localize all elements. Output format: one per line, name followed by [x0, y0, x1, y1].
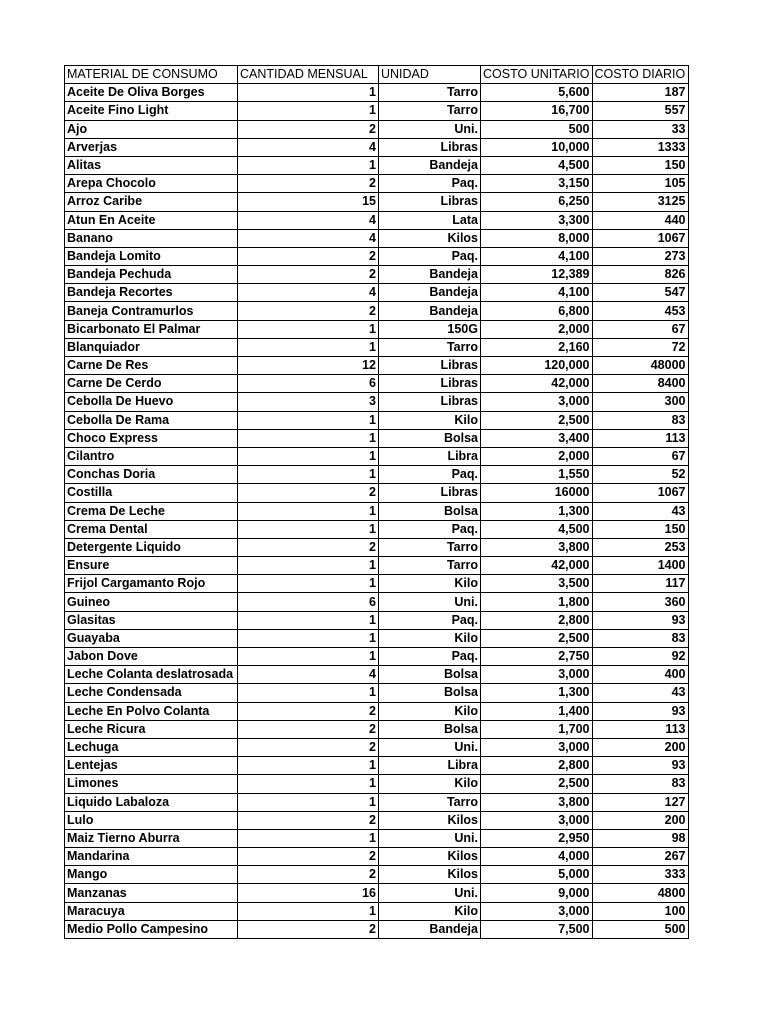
- cell-costo-diario: 117: [592, 575, 688, 593]
- cell-unidad: Kilos: [379, 866, 481, 884]
- table-row: [65, 575, 689, 593]
- cell-costo-diario: 360: [592, 593, 688, 611]
- cell-material: Guineo: [65, 593, 238, 611]
- cell-costo-diario: 273: [592, 247, 688, 265]
- cell-unidad: Paq.: [379, 611, 481, 629]
- cell-cantidad: 1: [238, 684, 379, 702]
- table-row: [65, 120, 689, 138]
- cell-cantidad: 4: [238, 211, 379, 229]
- table-row: [65, 848, 689, 866]
- cell-material: Ensure: [65, 557, 238, 575]
- cell-cantidad: 1: [238, 84, 379, 102]
- cell-costo-diario: 83: [592, 411, 688, 429]
- cell-costo-unitario: 4,100: [481, 284, 593, 302]
- cell-cantidad: 1: [238, 447, 379, 465]
- table-row: [65, 648, 689, 666]
- cell-costo-diario: 100: [592, 902, 688, 920]
- cell-material: Manzanas: [65, 884, 238, 902]
- cell-costo-unitario: 1,700: [481, 720, 593, 738]
- cell-costo-unitario: 4,500: [481, 520, 593, 538]
- cell-unidad: Bolsa: [379, 666, 481, 684]
- cell-costo-diario: 43: [592, 502, 688, 520]
- cell-unidad: Libra: [379, 447, 481, 465]
- cell-cantidad: 1: [238, 338, 379, 356]
- table-row: [65, 138, 689, 156]
- cell-cantidad: 4: [238, 666, 379, 684]
- cell-costo-unitario: 2,000: [481, 447, 593, 465]
- table-row: [65, 156, 689, 174]
- cell-costo-diario: 150: [592, 520, 688, 538]
- cell-unidad: Tarro: [379, 538, 481, 556]
- cell-costo-unitario: 3,800: [481, 793, 593, 811]
- cell-unidad: Kilos: [379, 848, 481, 866]
- cell-costo-diario: 8400: [592, 375, 688, 393]
- cell-costo-unitario: 1,300: [481, 684, 593, 702]
- cell-costo-diario: 105: [592, 175, 688, 193]
- cell-cantidad: 2: [238, 720, 379, 738]
- cell-costo-unitario: 3,400: [481, 429, 593, 447]
- cell-costo-diario: 83: [592, 629, 688, 647]
- table-row: [65, 320, 689, 338]
- cell-cantidad: 2: [238, 811, 379, 829]
- cell-material: Bandeja Lomito: [65, 247, 238, 265]
- cell-material: Bandeja Pechuda: [65, 266, 238, 284]
- cell-unidad: Libras: [379, 138, 481, 156]
- cell-material: Limones: [65, 775, 238, 793]
- cell-cantidad: 1: [238, 320, 379, 338]
- cell-material: Banano: [65, 229, 238, 247]
- cell-unidad: Paq.: [379, 247, 481, 265]
- table-row: [65, 775, 689, 793]
- cell-costo-unitario: 4,000: [481, 848, 593, 866]
- cell-material: Conchas Doria: [65, 466, 238, 484]
- cell-costo-diario: 1333: [592, 138, 688, 156]
- cell-costo-unitario: 500: [481, 120, 593, 138]
- cell-unidad: Bolsa: [379, 684, 481, 702]
- table-row: [65, 902, 689, 920]
- table-row: [65, 284, 689, 302]
- cell-material: Lulo: [65, 811, 238, 829]
- cell-cantidad: 1: [238, 411, 379, 429]
- table-row: [65, 211, 689, 229]
- cell-unidad: Uni.: [379, 593, 481, 611]
- cell-unidad: Tarro: [379, 557, 481, 575]
- cell-unidad: Bandeja: [379, 156, 481, 174]
- cell-material: Liquido Labaloza: [65, 793, 238, 811]
- consumables-table: [64, 65, 689, 939]
- cell-costo-diario: 43: [592, 684, 688, 702]
- cell-material: Aceite Fino Light: [65, 102, 238, 120]
- cell-cantidad: 1: [238, 793, 379, 811]
- cell-costo-diario: 1400: [592, 557, 688, 575]
- cell-cantidad: 1: [238, 757, 379, 775]
- cell-costo-diario: 3125: [592, 193, 688, 211]
- cell-costo-unitario: 8,000: [481, 229, 593, 247]
- cell-costo-diario: 200: [592, 738, 688, 756]
- cell-costo-unitario: 16,700: [481, 102, 593, 120]
- cell-material: Crema De Leche: [65, 502, 238, 520]
- cell-material: Ajo: [65, 120, 238, 138]
- cell-costo-unitario: 6,800: [481, 302, 593, 320]
- cell-material: Leche Colanta deslatrosada: [65, 666, 238, 684]
- cell-costo-unitario: 3,150: [481, 175, 593, 193]
- cell-material: Leche En Polvo Colanta: [65, 702, 238, 720]
- cell-cantidad: 2: [238, 120, 379, 138]
- table-row: [65, 229, 689, 247]
- table-row: [65, 520, 689, 538]
- cell-cantidad: 2: [238, 738, 379, 756]
- cell-cantidad: 1: [238, 520, 379, 538]
- table-row: [65, 302, 689, 320]
- cell-material: Costilla: [65, 484, 238, 502]
- table-row: [65, 811, 689, 829]
- cell-costo-diario: 440: [592, 211, 688, 229]
- cell-cantidad: 1: [238, 902, 379, 920]
- cell-costo-diario: 500: [592, 920, 688, 938]
- table-row: [65, 338, 689, 356]
- cell-costo-unitario: 2,500: [481, 411, 593, 429]
- table-row: [65, 411, 689, 429]
- cell-unidad: Kilo: [379, 575, 481, 593]
- cell-material: Crema Dental: [65, 520, 238, 538]
- cell-unidad: Bolsa: [379, 429, 481, 447]
- cell-unidad: Tarro: [379, 102, 481, 120]
- cell-cantidad: 2: [238, 920, 379, 938]
- cell-unidad: Tarro: [379, 338, 481, 356]
- cell-costo-diario: 98: [592, 829, 688, 847]
- table-row: [65, 84, 689, 102]
- cell-costo-diario: 267: [592, 848, 688, 866]
- table-row: [65, 720, 689, 738]
- cell-costo-diario: 453: [592, 302, 688, 320]
- cell-unidad: Kilo: [379, 775, 481, 793]
- table-row: [65, 702, 689, 720]
- cell-cantidad: 1: [238, 829, 379, 847]
- cell-cantidad: 12: [238, 357, 379, 375]
- cell-unidad: Paq.: [379, 175, 481, 193]
- cell-costo-diario: 400: [592, 666, 688, 684]
- cell-costo-unitario: 2,500: [481, 629, 593, 647]
- cell-material: Cilantro: [65, 447, 238, 465]
- cell-costo-unitario: 9,000: [481, 884, 593, 902]
- table-row: [65, 593, 689, 611]
- header-unidad: UNIDAD: [379, 66, 481, 84]
- cell-unidad: Kilo: [379, 702, 481, 720]
- cell-cantidad: 2: [238, 702, 379, 720]
- cell-cantidad: 1: [238, 611, 379, 629]
- table-row: [65, 666, 689, 684]
- cell-costo-diario: 150: [592, 156, 688, 174]
- cell-cantidad: 15: [238, 193, 379, 211]
- cell-costo-diario: 93: [592, 611, 688, 629]
- cell-costo-unitario: 5,000: [481, 866, 593, 884]
- cell-unidad: Paq.: [379, 520, 481, 538]
- cell-costo-unitario: 4,500: [481, 156, 593, 174]
- cell-costo-unitario: 12,389: [481, 266, 593, 284]
- cell-costo-unitario: 7,500: [481, 920, 593, 938]
- cell-material: Detergente Liquido: [65, 538, 238, 556]
- cell-costo-unitario: 1,400: [481, 702, 593, 720]
- table-row: [65, 866, 689, 884]
- cell-unidad: Uni.: [379, 120, 481, 138]
- cell-cantidad: 1: [238, 557, 379, 575]
- header-row: [65, 66, 689, 84]
- cell-unidad: Libras: [379, 393, 481, 411]
- cell-cantidad: 2: [238, 484, 379, 502]
- cell-cantidad: 2: [238, 848, 379, 866]
- table-row: [65, 393, 689, 411]
- cell-cantidad: 2: [238, 266, 379, 284]
- cell-material: Carne De Cerdo: [65, 375, 238, 393]
- cell-costo-unitario: 3,000: [481, 738, 593, 756]
- cell-costo-unitario: 2,800: [481, 757, 593, 775]
- cell-unidad: Bandeja: [379, 920, 481, 938]
- cell-costo-unitario: 4,100: [481, 247, 593, 265]
- cell-costo-diario: 826: [592, 266, 688, 284]
- cell-cantidad: 3: [238, 393, 379, 411]
- cell-unidad: Kilo: [379, 902, 481, 920]
- cell-unidad: Bolsa: [379, 720, 481, 738]
- cell-costo-diario: 127: [592, 793, 688, 811]
- cell-cantidad: 2: [238, 247, 379, 265]
- cell-unidad: Uni.: [379, 829, 481, 847]
- cell-material: Mango: [65, 866, 238, 884]
- cell-unidad: Libras: [379, 357, 481, 375]
- cell-cantidad: 4: [238, 284, 379, 302]
- cell-cantidad: 6: [238, 375, 379, 393]
- cell-unidad: Bandeja: [379, 302, 481, 320]
- cell-costo-unitario: 2,000: [481, 320, 593, 338]
- cell-costo-diario: 4800: [592, 884, 688, 902]
- cell-unidad: Uni.: [379, 738, 481, 756]
- cell-costo-diario: 67: [592, 447, 688, 465]
- cell-costo-unitario: 3,000: [481, 902, 593, 920]
- cell-costo-unitario: 2,500: [481, 775, 593, 793]
- cell-costo-unitario: 5,600: [481, 84, 593, 102]
- cell-unidad: Kilo: [379, 411, 481, 429]
- cell-cantidad: 2: [238, 302, 379, 320]
- cell-material: Atun En Aceite: [65, 211, 238, 229]
- cell-cantidad: 1: [238, 648, 379, 666]
- cell-unidad: Paq.: [379, 648, 481, 666]
- table-row: [65, 102, 689, 120]
- cell-material: Jabon Dove: [65, 648, 238, 666]
- header-material: MATERIAL DE CONSUMO: [65, 66, 238, 84]
- cell-costo-unitario: 2,800: [481, 611, 593, 629]
- table-row: [65, 375, 689, 393]
- cell-costo-unitario: 3,800: [481, 538, 593, 556]
- cell-costo-unitario: 2,160: [481, 338, 593, 356]
- cell-material: Arepa Chocolo: [65, 175, 238, 193]
- table-row: [65, 611, 689, 629]
- cell-material: Frijol Cargamanto Rojo: [65, 575, 238, 593]
- table-row: [65, 629, 689, 647]
- table-row: [65, 447, 689, 465]
- cell-material: Carne De Res: [65, 357, 238, 375]
- cell-unidad: Lata: [379, 211, 481, 229]
- cell-unidad: Libra: [379, 757, 481, 775]
- table-row: [65, 175, 689, 193]
- cell-unidad: 150G: [379, 320, 481, 338]
- cell-costo-diario: 72: [592, 338, 688, 356]
- header-costo-unitario: COSTO UNITARIO: [481, 66, 593, 84]
- cell-costo-diario: 1067: [592, 229, 688, 247]
- cell-costo-diario: 83: [592, 775, 688, 793]
- cell-cantidad: 2: [238, 538, 379, 556]
- table-row: [65, 247, 689, 265]
- cell-costo-unitario: 42,000: [481, 557, 593, 575]
- cell-unidad: Bolsa: [379, 502, 481, 520]
- cell-cantidad: 2: [238, 175, 379, 193]
- cell-cantidad: 1: [238, 775, 379, 793]
- cell-material: Medio Pollo Campesino: [65, 920, 238, 938]
- cell-cantidad: 2: [238, 866, 379, 884]
- cell-unidad: Libras: [379, 193, 481, 211]
- cell-unidad: Paq.: [379, 466, 481, 484]
- cell-unidad: Uni.: [379, 884, 481, 902]
- cell-costo-unitario: 3,500: [481, 575, 593, 593]
- cell-material: Leche Ricura: [65, 720, 238, 738]
- cell-unidad: Kilos: [379, 811, 481, 829]
- table-row: [65, 484, 689, 502]
- cell-cantidad: 4: [238, 229, 379, 247]
- table-row: [65, 793, 689, 811]
- table-row: [65, 829, 689, 847]
- cell-cantidad: 1: [238, 156, 379, 174]
- cell-material: Cebolla De Huevo: [65, 393, 238, 411]
- cell-unidad: Libras: [379, 375, 481, 393]
- table-row: [65, 738, 689, 756]
- cell-costo-unitario: 2,750: [481, 648, 593, 666]
- cell-costo-unitario: 10,000: [481, 138, 593, 156]
- cell-unidad: Kilo: [379, 629, 481, 647]
- cell-costo-unitario: 2,950: [481, 829, 593, 847]
- cell-cantidad: 1: [238, 502, 379, 520]
- cell-costo-diario: 52: [592, 466, 688, 484]
- cell-cantidad: 4: [238, 138, 379, 156]
- cell-material: Arroz Caribe: [65, 193, 238, 211]
- cell-cantidad: 6: [238, 593, 379, 611]
- table-row: [65, 466, 689, 484]
- table-row: [65, 884, 689, 902]
- cell-costo-unitario: 120,000: [481, 357, 593, 375]
- cell-costo-diario: 33: [592, 120, 688, 138]
- cell-cantidad: 1: [238, 466, 379, 484]
- cell-costo-diario: 253: [592, 538, 688, 556]
- cell-material: Bandeja Recortes: [65, 284, 238, 302]
- cell-costo-unitario: 3,000: [481, 393, 593, 411]
- cell-material: Cebolla De Rama: [65, 411, 238, 429]
- table-header: [65, 66, 689, 84]
- cell-costo-diario: 300: [592, 393, 688, 411]
- table-row: [65, 357, 689, 375]
- cell-costo-unitario: 1,550: [481, 466, 593, 484]
- cell-costo-diario: 333: [592, 866, 688, 884]
- cell-material: Leche Condensada: [65, 684, 238, 702]
- cell-costo-diario: 547: [592, 284, 688, 302]
- cell-costo-unitario: 3,000: [481, 811, 593, 829]
- cell-material: Lentejas: [65, 757, 238, 775]
- table-row: [65, 502, 689, 520]
- cell-costo-diario: 92: [592, 648, 688, 666]
- cell-costo-diario: 557: [592, 102, 688, 120]
- cell-costo-unitario: 1,300: [481, 502, 593, 520]
- cell-costo-unitario: 6,250: [481, 193, 593, 211]
- cell-costo-unitario: 16000: [481, 484, 593, 502]
- table-row: [65, 429, 689, 447]
- table-row: [65, 266, 689, 284]
- cell-costo-diario: 93: [592, 757, 688, 775]
- cell-costo-unitario: 42,000: [481, 375, 593, 393]
- cell-costo-diario: 113: [592, 720, 688, 738]
- cell-cantidad: 1: [238, 429, 379, 447]
- cell-material: Baneja Contramurlos: [65, 302, 238, 320]
- cell-unidad: Tarro: [379, 84, 481, 102]
- cell-material: Maiz Tierno Aburra: [65, 829, 238, 847]
- cell-costo-diario: 1067: [592, 484, 688, 502]
- cell-costo-diario: 113: [592, 429, 688, 447]
- cell-material: Alitas: [65, 156, 238, 174]
- header-costo-diario: COSTO DIARIO: [592, 66, 688, 84]
- cell-material: Mandarina: [65, 848, 238, 866]
- cell-costo-diario: 200: [592, 811, 688, 829]
- cell-material: Arverjas: [65, 138, 238, 156]
- cell-material: Lechuga: [65, 738, 238, 756]
- table-row: [65, 538, 689, 556]
- cell-costo-diario: 93: [592, 702, 688, 720]
- cell-unidad: Bandeja: [379, 284, 481, 302]
- cell-costo-diario: 187: [592, 84, 688, 102]
- cell-unidad: Tarro: [379, 793, 481, 811]
- cell-unidad: Bandeja: [379, 266, 481, 284]
- table-body: [65, 84, 689, 939]
- cell-cantidad: 1: [238, 629, 379, 647]
- cell-costo-diario: 67: [592, 320, 688, 338]
- header-cantidad: CANTIDAD MENSUAL: [238, 66, 379, 84]
- cell-unidad: Libras: [379, 484, 481, 502]
- cell-costo-diario: 48000: [592, 357, 688, 375]
- cell-costo-unitario: 1,800: [481, 593, 593, 611]
- cell-unidad: Kilos: [379, 229, 481, 247]
- cell-material: Guayaba: [65, 629, 238, 647]
- cell-costo-unitario: 3,000: [481, 666, 593, 684]
- cell-material: Aceite De Oliva Borges: [65, 84, 238, 102]
- table-row: [65, 557, 689, 575]
- cell-material: Blanquiador: [65, 338, 238, 356]
- cell-material: Choco Express: [65, 429, 238, 447]
- table-row: [65, 920, 689, 938]
- table-row: [65, 684, 689, 702]
- cell-material: Maracuya: [65, 902, 238, 920]
- cell-cantidad: 1: [238, 102, 379, 120]
- cell-material: Bicarbonato El Palmar: [65, 320, 238, 338]
- cell-material: Glasitas: [65, 611, 238, 629]
- cell-cantidad: 1: [238, 575, 379, 593]
- table-row: [65, 193, 689, 211]
- cell-costo-unitario: 3,300: [481, 211, 593, 229]
- table-row: [65, 757, 689, 775]
- cell-cantidad: 16: [238, 884, 379, 902]
